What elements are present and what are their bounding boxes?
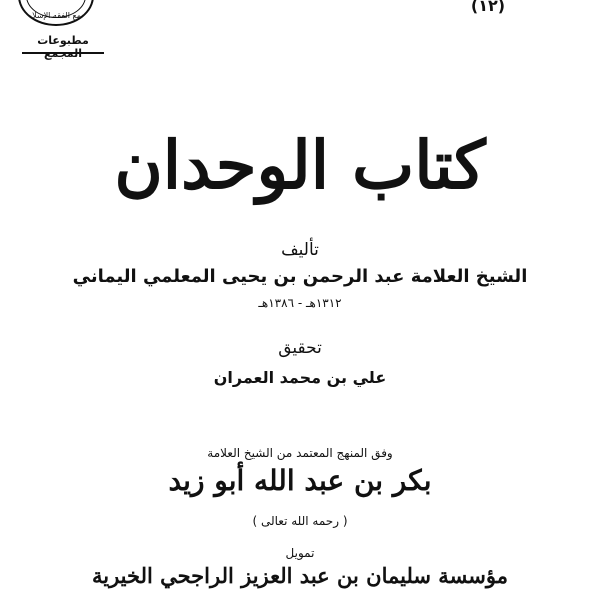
- funding-label: تمويل: [285, 546, 315, 560]
- author-label: تأليف: [281, 240, 319, 260]
- volume-number: (١٢): [470, 0, 506, 15]
- author-name: الشيخ العلامة عبد الرحمن بن يحيى المعلمي اليماني: [72, 266, 528, 287]
- seal-text: مجمع الفقه الإسلامي: [21, 11, 91, 20]
- editor-label: تحقيق: [278, 338, 322, 358]
- funding-organization: مؤسسة سليمان بن عبد العزيز الراجحي الخيرية: [91, 563, 508, 588]
- editor-name: علي بن محمد العمران: [213, 368, 387, 387]
- scholar-blessing: ( رحمه الله تعالى ): [252, 514, 348, 528]
- series-label: مطبوعات: [37, 34, 89, 47]
- academy-seal: [18, 0, 94, 26]
- author-dates: ١٣١٢هـ - ١٣٨٦هـ: [258, 296, 342, 310]
- methodology-line: وفق المنهج المعتمد من الشيخ العلامة: [207, 446, 393, 460]
- series-underline: [22, 52, 104, 54]
- book-title: كتاب الوحدان: [114, 126, 486, 204]
- scholar-name: بكر بن عبد الله أبو زيد: [168, 464, 432, 497]
